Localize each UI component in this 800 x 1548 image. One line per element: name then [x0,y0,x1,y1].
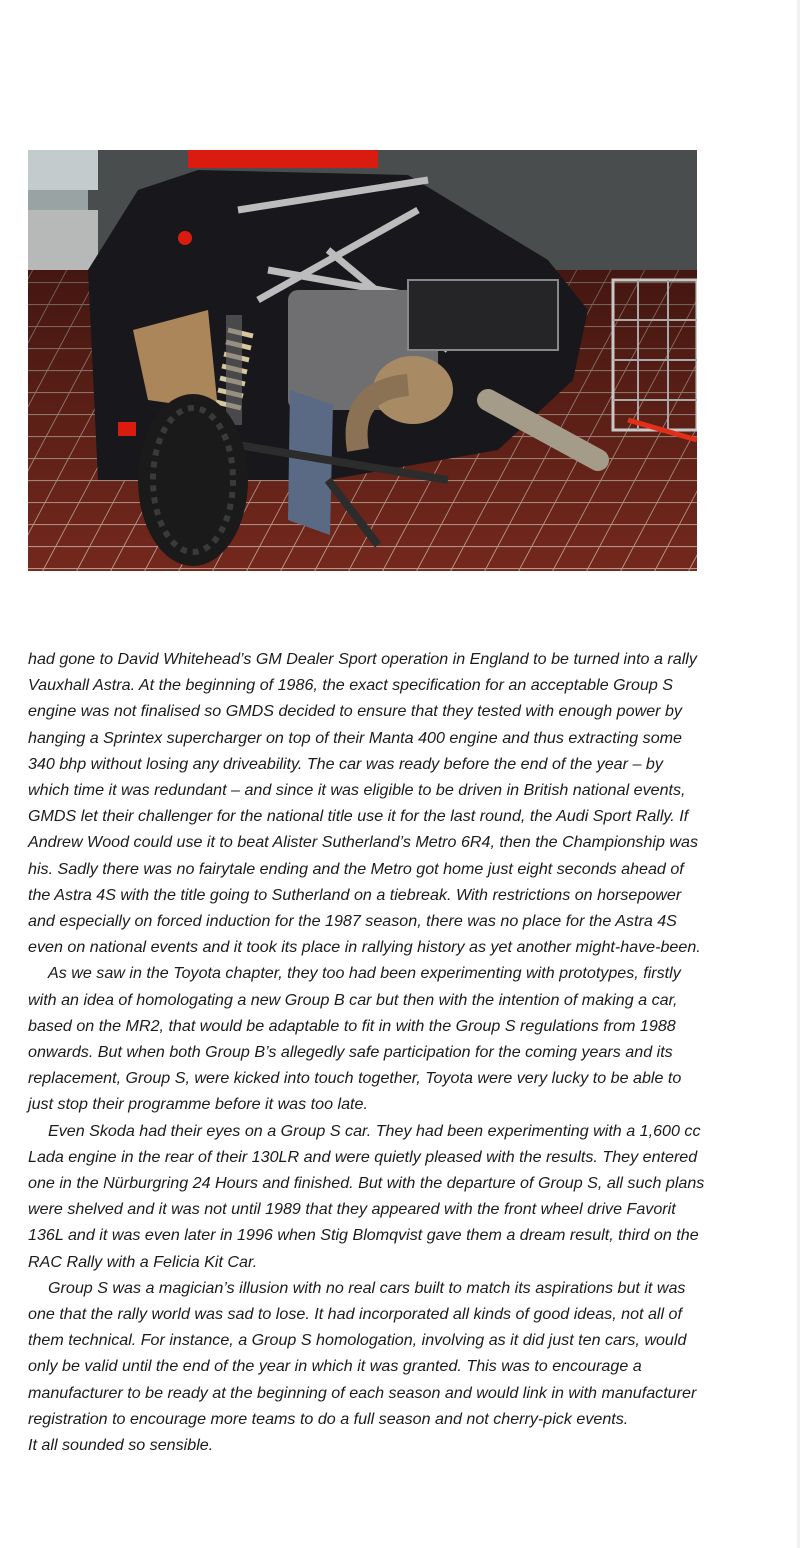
rally-car-illustration [28,150,697,571]
paragraph-2: As we saw in the Toyota chapter, they too had been experimenting with prototypes, firstly with an idea of homologating a new Group B car but then with the intention of making a car, based on the MR2, that would be adaptable to fit in with the Group S regulations from 1988 onwards. But when both Group B’s allegedly safe participation for the coming years and its replacement, Group S, were kicked into touch together, Toyota were very lucky to be able to just stop their programme before it was too late. [28,964,682,1114]
rally-car-photo [28,150,697,571]
article-body [28,646,708,1458]
paragraph-3: Even Skoda had their eyes on a Group S car. They had been experimenting with a 1,600 cc Lada engine in the rear of their 130LR and were quietly pleased with the results. They entered one in the Nürburgring 24 Hours and finished. But with the departure of Group S, all such plans were shelved and it was not until 1989 that they appeared with the front wheel drive Favorit 136L and it was even later in 1996 when Stig Blomqvist gave them a dream result, third on the RAC Rally with a Felicia Kit Car. [28,1121,705,1271]
paragraph-1: had gone to David Whitehead’s GM Dealer Sport operation in England to be turned into a rally Vauxhall Astra. At the beginning of 1986, the exact specification for an acceptable Group S engine was not finalised so GMDS decided to ensure that they tested with enough power by hanging a Sprintex supercharger on top of their Manta 400 engine and thus extracting some 340 bhp without losing any driveability. The car was ready before the end of the year – by which time it was redundant – and since it was eligible to be driven in British national events, GMDS let their challenger for the national title use it for the last round, the Audi Sport Rally. If Andrew Wood could use it to beat Alister Sutherland’s Metro 6R4, then the Championship was his. Sadly there was no fairytale ending and the Metro got home just eight seconds ahead of the Astra 4S with the title going to Sutherland on a tiebreak. With restrictions on horsepower and especially on forced induction for the 1987 season, there was no place for the Astra 4S even on national events and it took its place in rallying history as yet another might-have-been. [28,650,701,957]
paragraph-4: Group S was a magician’s illusion with no real cars built to match its aspirations but it was one that the rally world was sad to lose. It had incorporated all kinds of good ideas, not all of them technical. For instance, a Group S homologation, involving as it did just ten cars, would only be valid until the end of the year in which it was granted. This was to encourage a manufacturer to be ready at the beginning of each season and would link in with manufacturer registration to encourage more teams to do a full season and not cherry-pick events. [28,1278,697,1428]
paragraph-5: It all sounded so sensible. [28,1436,214,1455]
